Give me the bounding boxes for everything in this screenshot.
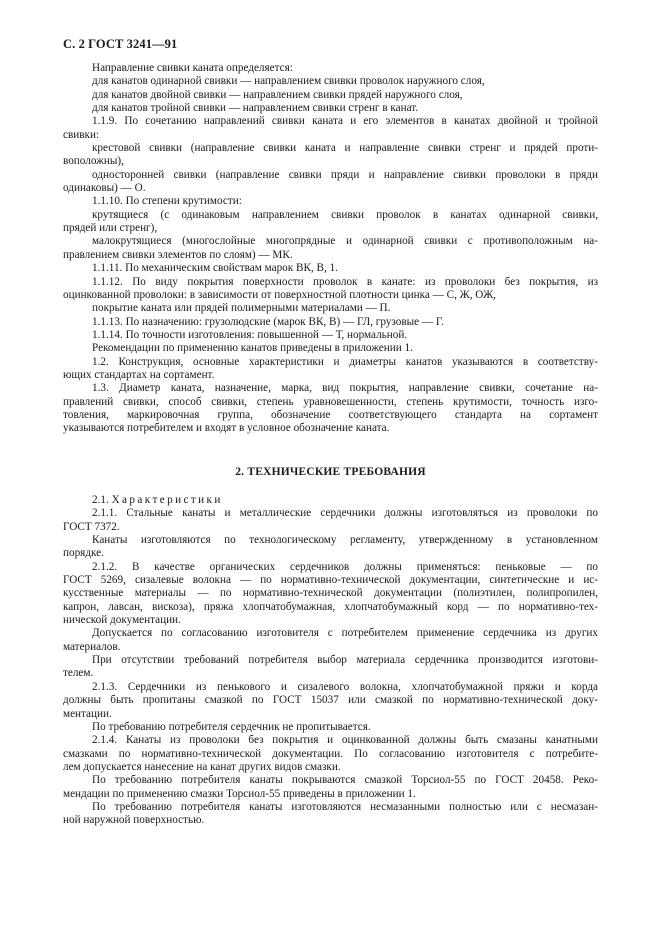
text-line: для канатов двойной свивки — направлением свивки прядей наружного слоя, [92, 88, 463, 101]
text-line: ментации. [63, 707, 112, 720]
text-line: указываются потребителем и входят в условное обозначение каната. [63, 422, 390, 435]
text-line: воположны), [63, 155, 124, 168]
text-line: товления, маркировочная группа, обозначение соответствующего стандарта на сортамент [63, 408, 598, 421]
text-line: лем допускается нанесение на канат других видов смазки. [63, 760, 341, 773]
text-line: правлений свивки, способ свивки, степень уравновешенности, степень крутимости, точность изго- [63, 395, 598, 408]
text-line: ющих стандартах на сортамент. [63, 368, 215, 381]
text-line: ГОСТ 7372. [63, 520, 120, 533]
text-line: 1.1.14. По точности изготовления: повышенной — Т, нормальной. [92, 328, 408, 341]
text-line: нической документации. [63, 614, 181, 627]
text-line: Канаты изготовляются по технологическому регламенту, утвержденному в установленном [92, 534, 598, 547]
section-2-title: 2. ТЕХНИЧЕСКИЕ ТРЕБОВАНИЯ [235, 466, 426, 478]
text-line: 2.1.1. Стальные канаты и металлические сердечники должны изготовляться из проволоки по [92, 507, 598, 520]
text-line: крестовой свивки (направление свивки каната и направление свивки стренг и прядей проти- [92, 142, 598, 155]
page-header: С. 2 ГОСТ 3241—91 [63, 37, 178, 51]
text-line: 1.1.9. По сочетанию направлений свивки каната и его элементов в канатах двойной и тройной [92, 115, 598, 128]
text-line: 2.1.4. Канаты из проволоки без покрытия и оцинкованной должны быть смазаны канатными [92, 734, 598, 747]
text-line: оцинкованной проволоки: в зависимости от поверхностной плотности цинка — С, Ж, ОЖ, [63, 288, 496, 301]
section-2-body [63, 494, 598, 828]
text-line: для канатов тройной свивки — направлением свивки стренг в канат. [92, 102, 419, 115]
text-line: При отсутствии требований потребителя выбор материала сердечника производится изготови- [92, 654, 598, 667]
text-line: капрон, лавсан, вискоза), пряжа хлопчатобумажная, хлопчатобумажный корд — по нормативно-тех- [63, 600, 598, 613]
subsection-heading [63, 494, 598, 507]
text-line: Направление свивки каната определяется: [92, 62, 293, 74]
subsection-title: Характеристики [111, 494, 223, 506]
text-line: должны быть пропитаны смазкой по ГОСТ 15037 или смазкой по нормативно-технической доку- [63, 694, 598, 707]
text-line: ГОСТ 5269, сизалевые волокна — по нормативно-технической документации, синтетические и ис- [63, 574, 598, 587]
text-line: 1.1.11. По механическим свойствам марок ВК, В, 1. [92, 262, 338, 275]
text-line: 2.1.3. Сердечники из пенькового и сизалевого волокна, хлопчатобумажной пряжи и корда [92, 680, 598, 693]
text-line: кусственные материалы — по нормативно-технической документации (полиэтилен, полипропилен, [63, 587, 598, 600]
text-line: Рекомендации по применению канатов приведены в приложении 1. [92, 342, 413, 355]
text-line: одинаковы) — О. [63, 182, 146, 195]
text-line: крутящиеся (с одинаковым направлением свивки проволок в канатах одинарной свивки, [92, 208, 598, 221]
text-line: ной наружной поверхностью. [63, 814, 205, 827]
text-line: Допускается по согласованию изготовителя с потребителем применение сердечника из других [92, 627, 598, 640]
text-line: материалов. [63, 640, 121, 653]
text-line: 1.1.13. По назначению: грузолюдские (марок ВК, В) — ГЛ, грузовые — Г. [92, 315, 444, 328]
text-line: правлением свивки элементов по слоям) — МК. [63, 248, 293, 261]
subsection-number: 2.1. [92, 494, 109, 506]
text-line: 2.1.2. В качестве органических сердечников должны применяться: пеньковые — по [92, 560, 598, 573]
text-line: для канатов одинарной свивки — направлением свивки проволок наружного слоя, [92, 75, 485, 88]
text-line: По требованию потребителя сердечник не пропитывается. [92, 720, 371, 733]
section-1-body [63, 62, 598, 436]
text-line: смазками по нормативно-технической документации. По согласованию изготовителя с потребите- [63, 747, 598, 760]
text-line: 1.1.12. По виду покрытия поверхности проволок в канате: из проволоки без покрытия, из [92, 275, 598, 288]
text-line: малокрутящиеся (многослойные многопрядные и одинарной свивки с противоположным на- [92, 235, 598, 248]
text-line: 1.1.10. По степени крутимости: [92, 195, 242, 208]
text-line: свивки: [63, 128, 100, 141]
text-line: 1.2. Конструкция, основные характеристики и диаметры канатов указываются в соответству- [92, 355, 598, 368]
text-line: По требованию потребителя канаты покрываются смазкой Торсиол-55 по ГОСТ 20458. Реко- [92, 774, 598, 787]
section-2-paragraphs [63, 507, 598, 827]
text-line: покрытие каната или прядей полимерными материалами — П. [92, 302, 391, 315]
text-line: 1.3. Диаметр каната, назначение, марка, вид покрытия, направление свивки, сочетание на- [92, 382, 598, 395]
text-line: телем. [63, 667, 94, 680]
text-line: По требованию потребителя канаты изготовляются несмазанными полностью или с несмазан- [92, 800, 598, 813]
text-line: односторонней свивки (направление свивки пряди и направление свивки проволоки в пряди [92, 168, 598, 181]
text-line: прядей или стренг), [63, 222, 158, 235]
text-line: порядке. [63, 547, 104, 560]
text-line: мендации по применению смазки Торсиол-55 приведены в приложении 1. [63, 787, 416, 800]
